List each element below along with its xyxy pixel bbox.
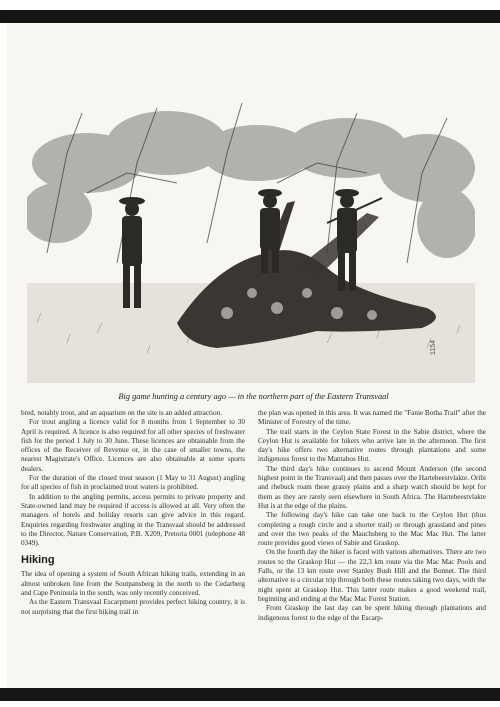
scan-bottom-border (0, 688, 500, 701)
photo-catalogue-mark: 1154 (430, 339, 437, 355)
paragraph: The idea of opening a system of South African hiking trails, extending in an almost unbroken line from the Soutpansberg in the north to the Cedarberg and Cape Peninsula in the south, was only recently conceived. (21, 570, 245, 598)
paragraph: For the duration of the closed trout season (1 May to 31 August) angling for all species of fish in proclaimed trout waters is prohibited. (21, 474, 245, 492)
paragraph: the plan was opened in this area. It was named the "Fanie Botha Trail" after the Minister of Forestry of the time. (258, 409, 486, 427)
paragraph: In addition to the angling permits, access permits to private property and State-owned land may be required if access is allowed at all. Very often the managers of hotels and holiday resorts can give advice in this regard. Enquiries regarding freshwater angling in the Transvaal should be addressed to the Director, Nature Conservation, P.B. X209, Pretoria 0001 (telephone 48 0349). (21, 492, 245, 548)
section-heading: Hiking (21, 554, 55, 567)
paragraph: On the fourth day the hiker is faced with various alternatives. There are two routes to the Graskop Hut — the 22,3 km route via the Mac Mac Pools and Falls, or the 13 km route over Stanley Bush Hill and the Bonnet. The third alternative is a circular trip through both these routes taking two days, with the night spent at Graskop Hut. This latter route makes a good weekend trail, beginning and ending at the Mac Mac Forest Station. (258, 548, 486, 603)
text-column-right (258, 409, 486, 623)
paragraph: bred, notably trout, and an aquarium on the site is an added attraction. (21, 409, 222, 417)
photo-caption: Big game hunting a century ago — in the northern part of the Eastern Transvaal (118, 392, 389, 401)
text-column-left (21, 409, 245, 617)
paragraph: As the Eastern Transvaal Escarpment provides perfect hiking country, it is not surprising that the first hiking trail in (21, 598, 245, 616)
hunting-photograph (27, 93, 475, 383)
paragraph: The trail starts in the Ceylon State Forest in the Sabie district, where the Ceylon Hut is available for hikers who arrive late in the afternoon. The first day's hike offers two alternative routes through plantations and some indigenous forest to the Mantabos Hut. (258, 427, 486, 464)
paragraph: From Graskop the last day can be spent hiking through plantations and indigenous forest to the edge of the Escarp- (258, 604, 486, 622)
paragraph: The following day's hike can take one back to the Ceylon Hut (thus completing a rough circle and a shorter trail) or through grassland and pines and over the two peaks of the Mauchsberg to the Mac Mac Hut. The latter route provides good views of Sabie and Graskop. (258, 511, 486, 548)
paragraph: For trout angling a licence valid for 8 months from 1 September to 30 April is required. A licence is also required for all other species of freshwater fish for the period 1 July to 30 June. These licences are obtainable from the offices of the Receiver of Revenue or, in the case of smaller towns, the nearest Magistrate's Office. Licences are also obtainable at some sports dealers. (21, 418, 245, 473)
book-page (7, 23, 500, 688)
paragraph: The third day's hike continues to ascend Mount Anderson (the second highest point in the Transvaal) and then passes over the Hartebeestvlakte. Oribi and rhebuck roam these grassy plains and a sharp watch should be kept for them as they are rarely seen elsewhere in South Africa. The Hartebeestvlakte Hut is at the edge of the plains. (258, 464, 486, 510)
scan-top-border (0, 10, 500, 23)
